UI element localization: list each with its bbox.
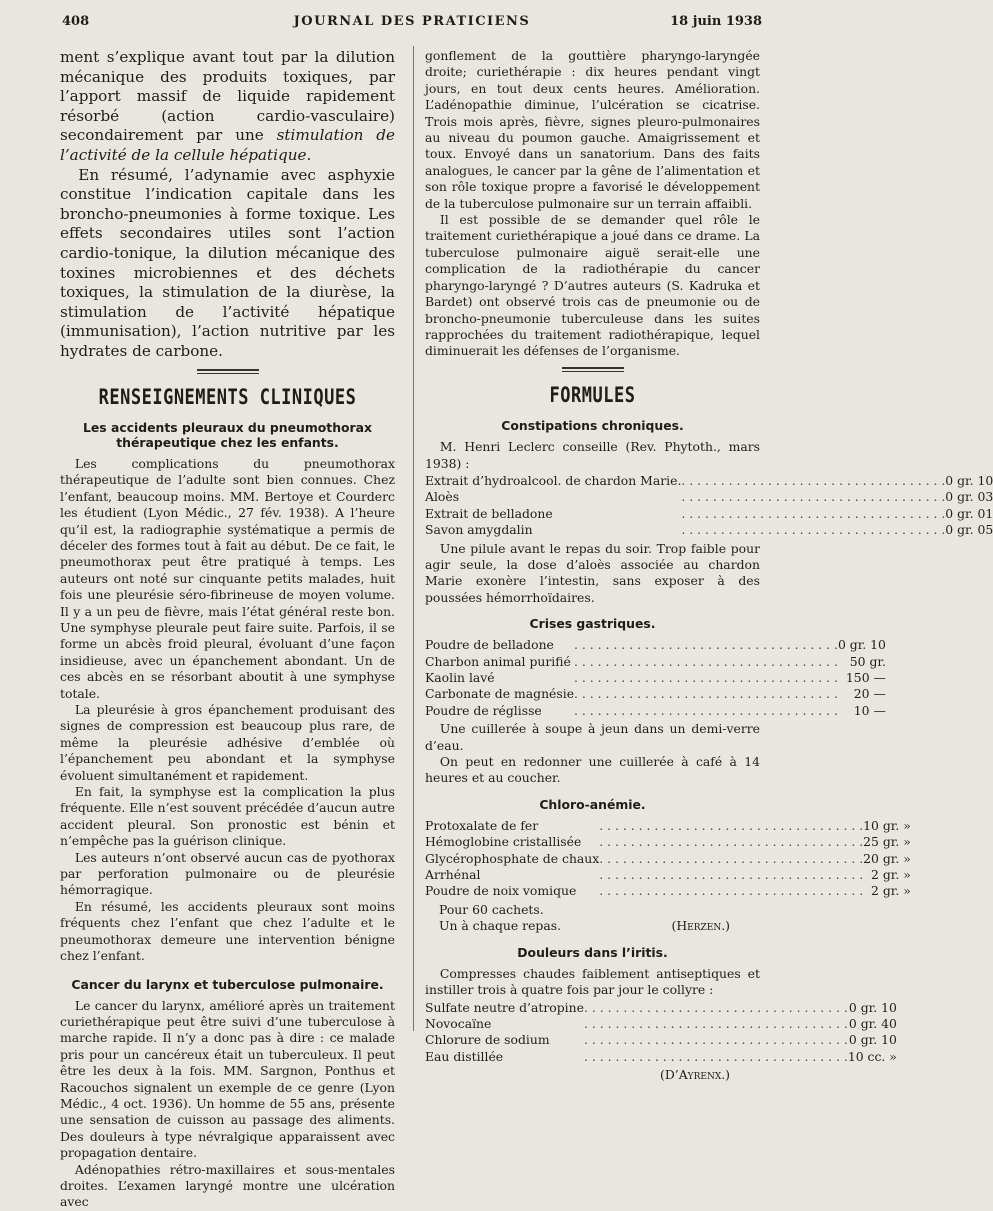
leader-dots: . . . . . . . . . . . . . . . . . . . . . . . . . . . . . . . . . .	[599, 883, 864, 899]
leader-dots: . . . . . . . . . . . . . . . . . . . . . . . . . . . . . . . . . .	[574, 653, 838, 669]
formula-note: On peut en redonner une cuillerée à café à 14 heures et au coucher.	[425, 754, 760, 786]
ingredient-dose: 0 gr. 03	[945, 489, 993, 505]
section-heading: FORMULES	[549, 383, 636, 409]
paragraph: Il est possible de se demander quel rôle le traitement curiethérapique a joué dans ce drame. La tuberculose pulmonaire aiguë serait-elle une complication de la radiothérapie du cancer pharyngo-laryngé ? D’autres auteurs (S. Kadruka et Bardet) ont observé trois cas de pneumonie ou de broncho-pneumonie tuberculeuse dans les suites rapprochées du traitement radiothérapique, lequel diminuerait les défenses de l’organisme.	[425, 212, 760, 359]
ingredient-name: Poudre de noix vomique	[425, 883, 577, 899]
page-number: 408	[62, 14, 90, 29]
leader-dots: . . . . . . . . . . . . . . . . . . . . . . . . . . . . . . . . . .	[574, 637, 838, 653]
formula-title: Chloro-anémie.	[539, 796, 646, 812]
ingredient-row	[425, 703, 886, 719]
separator-rule	[197, 369, 259, 374]
ingredient-row	[425, 1049, 897, 1065]
ingredient-dose: 0 gr. 01	[945, 505, 993, 521]
paragraph: Le cancer du larynx, amélioré après un traitement curiethérapique peut être suivi d’une tuberculose à marche rapide. Il n’y a donc pas à dire : ce malade pris pour un cancéreux était un tuberculeux. Il peut être les deux à la fois. MM. Sargnon, Ponthus et Racouchos signalent un exemple de ce genre (Lyon Médic., 4 oct. 1936). Un homme de 55 ans, présente une sensation de cuisson au passage des aliments. Des douleurs à type névralgique apparaissent avec propagation dentaire.	[60, 997, 395, 1161]
column-divider	[413, 46, 414, 1031]
paragraph: En fait, la symphyse est la complication la plus fréquente. Elle n’est souvent précédée d’aucun autre accident pleural. Son pronostic est bénin et n’empêche pas la guérison clinique.	[60, 784, 395, 849]
leader-dots: . . . . . . . . . . . . . . . . . . . . . . . . . . . . . . . . . .	[574, 702, 838, 718]
ingredient-name: Kaolin lavé	[425, 670, 495, 685]
leader-dots: . . . . . . . . . . . . . . . . . . . . . . . . . . . . . . . . . .	[681, 489, 946, 505]
leader-dots: . . . . . . . . . . . . . . . . . . . . . . . . . . . . . . . . . .	[599, 867, 864, 883]
ingredient-dose: 0 gr. 10	[848, 999, 897, 1015]
ingredient-dose: 10 cc. »	[847, 1048, 897, 1064]
ingredient-name: Protoxalate de fer	[425, 817, 539, 833]
formula-note: Une pilule avant le repas du soir. Trop faible pour agir seule, la dose d’aloès associée au chardon Marie exonère l’intestin, sans exposer à des poussées hémorrhoïdaires.	[425, 540, 760, 605]
ingredient-name: Extrait d’hydroalcool. de chardon Marie.	[425, 472, 682, 488]
paragraph: gonflement de la gouttière pharyngo-laryngée droite; curiethérapie : dix heures pendant vingt jours, en tout deux cents heures. Amélioration. L’adénopathie diminue, l’ulcération se cicatrise. Trois mois après, fièvre, signes pleuro-pulmonaires au niveau du poumon gauche. Amaigrissement et toux. Envoyé dans un sanatorium. Dans des faits analogues, le cancer par la gêne de l’alimentation et son rôle toxique propre a favorisé le développement de la tuberculose pulmonaire sur un terrain affaibli.	[425, 48, 760, 211]
ingredient-row	[425, 686, 886, 702]
formula-signature: (Herzen.)	[671, 918, 730, 934]
leader-dots: . . . . . . . . . . . . . . . . . . . . . . . . . . . . . . . . . .	[681, 522, 946, 538]
right-column	[425, 48, 993, 1084]
ingredient-dose: 0 gr. 10	[945, 472, 993, 488]
paragraph: Adénopathies rétro-maxillaires et sous-mentales droites. L’examen laryngé montre une ulcération avec	[60, 1161, 395, 1210]
leader-dots: . . . . . . . . . . . . . . . . . . . . . . . . . . . . . . . . . .	[583, 999, 848, 1015]
leader-dots: . . . . . . . . . . . . . . . . . . . . . . . . . . . . . . . . . .	[574, 686, 838, 702]
formula-note-text: Un à chaque repas.	[439, 918, 562, 934]
ingredient-row	[425, 473, 993, 489]
ingredient-row	[425, 834, 911, 850]
paragraph: En résumé, l’adynamie avec asphyxie constitue l’indication capitale dans les broncho-pneumonies à forme toxique. Les effets secondaires utiles sont l’action cardio-tonique, la dilution mécanique des toxines microbiennes et des déchets toxiques, la stimulation de la diurèse, la stimulation de l’activité hépatique (immunisation), l’action nutritive par les hydrates de carbone.	[60, 165, 395, 360]
ingredient-dose: 10 gr. »	[863, 817, 911, 833]
ingredient-dose: 0 gr. 40	[848, 1015, 897, 1031]
ingredient-name: Savon amygdalin	[425, 522, 533, 538]
ingredient-name: Charbon animal purifié	[425, 653, 571, 669]
ingredient-row	[425, 818, 911, 834]
ingredient-name: Novocaïne	[425, 1015, 492, 1031]
ingredient-dose: 20 gr. »	[863, 850, 911, 866]
ingredient-row	[425, 883, 911, 899]
ingredient-dose: 0 gr. 10	[837, 637, 886, 653]
ingredient-row	[425, 522, 993, 538]
leader-dots: . . . . . . . . . . . . . . . . . . . . . . . . . . . . . . . . . .	[599, 850, 864, 866]
formula-intro: M. Henri Leclerc conseille (Rev. Phytoth., mars 1938) :	[425, 439, 760, 471]
ingredient-row	[425, 489, 993, 505]
ingredient-name: Chlorure de sodium	[425, 1032, 550, 1048]
ingredient-name: Extrait de belladone	[425, 505, 553, 521]
ingredient-row	[425, 1000, 897, 1016]
leader-dots: . . . . . . . . . . . . . . . . . . . . . . . . . . . . . . . . . .	[583, 1048, 848, 1064]
formula-title: Constipations chroniques.	[501, 418, 684, 434]
ingredient-name: Aloès	[425, 489, 460, 505]
ingredient-dose: 150 —	[845, 670, 886, 685]
ingredient-name: Hémoglobine cristallisée	[425, 834, 582, 850]
ingredient-name: Eau distillée	[425, 1048, 504, 1064]
paragraph: Les complications du pneumothorax thérapeutique de l’adulte sont bien connues. Chez l’enfant, beaucoup moins. MM. Bertoye et Courderc les étudient (Lyon Médic., 27 fév. 1938). A l’heure qu’il est, la radiographie systématique a permis de déceler des formes tout à fait au début. De ce fait, le pneumothorax peut être pratiqué à temps. Les auteurs ont noté sur cinquante petits malades, huit fois une pleurésie séro-fibrineuse de moyen volume. Il y a un peu de fièvre, mais l’état général reste bon. Une symphyse pleurale peut faire suite. Parfois, il se forme un abcès froid pleural, évoluant d’une façon insidieuse, avec un épanchement abondant. Un de ces abcès en se résorbant aboutit à une symphyse totale.	[60, 455, 395, 701]
ingredient-name: Carbonate de magnésie	[425, 686, 575, 702]
formula-signature: (D’Ayrenx.)	[660, 1067, 730, 1083]
formula-table	[425, 637, 886, 719]
ingredient-row	[425, 867, 911, 883]
formula-note: Compresses chaudes faiblement antiseptiques et instiller trois à quatre fois par jour le collyre :	[425, 965, 760, 998]
formula-note	[425, 918, 760, 934]
ingredient-name: Glycérophosphate de chaux	[425, 850, 600, 866]
ingredient-row	[425, 1016, 897, 1032]
formula-table	[425, 818, 911, 900]
ingredient-name: Arrhénal	[425, 867, 481, 883]
formula-title: Crises gastriques.	[529, 616, 656, 632]
ingredient-dose: 25 gr. »	[863, 834, 911, 850]
separator-rule	[562, 367, 624, 372]
ingredient-row	[425, 670, 886, 686]
formula-table	[425, 473, 993, 539]
formula-title: Douleurs dans l’iritis.	[517, 944, 668, 960]
ingredient-dose: 2 gr. »	[871, 867, 911, 883]
leader-dots: . . . . . . . . . . . . . . . . . . . . . . . . . . . . . . . . . .	[583, 1015, 848, 1031]
ingredient-dose: 0 gr. 05	[945, 522, 993, 538]
paragraph: La pleurésie à gros épanchement produisant des signes de compression est beaucoup plus rare, de même la pleurésie adhésive d’emblée où l’épanchement peu abondant et la symphyse évoluent simultanément et rapidement.	[60, 702, 395, 783]
ingredient-name: Poudre de belladone	[425, 637, 554, 653]
leader-dots: . . . . . . . . . . . . . . . . . . . . . . . . . . . . . . . . . .	[599, 834, 864, 850]
leader-dots: . . . . . . . . . . . . . . . . . . . . . . . . . . . . . . . . . .	[599, 817, 864, 833]
paragraph: En résumé, les accidents pleuraux sont moins fréquents chez l’enfant que chez l’adulte et le pneumothorax demeure une intervention bénigne chez l’enfant.	[60, 898, 395, 964]
page-header	[62, 14, 762, 40]
formula-table	[425, 1000, 897, 1066]
issue-date: 18 juin 1938	[670, 14, 762, 29]
formula-note: Une cuillerée à soupe à jeun dans un demi-verre d’eau.	[425, 721, 760, 753]
ingredient-row	[425, 654, 886, 670]
leader-dots: . . . . . . . . . . . . . . . . . . . . . . . . . . . . . . . . . .	[583, 1032, 848, 1048]
ingredient-row	[425, 851, 911, 867]
ingredient-dose: 50 gr.	[849, 653, 886, 669]
leader-dots: . . . . . . . . . . . . . . . . . . . . . . . . . . . . . . . . . .	[681, 505, 946, 521]
continued-article	[60, 48, 395, 362]
ingredient-name: Poudre de réglisse	[425, 702, 542, 718]
formula-note: Pour 60 cachets.	[439, 901, 544, 917]
article-title: Les accidents pleuraux du pneumothorax thérapeutique chez les enfants.	[83, 419, 372, 450]
section-heading: RENSEIGNEMENTS CLINIQUES	[98, 384, 357, 410]
ingredient-dose: 10 —	[853, 702, 886, 718]
ingredient-dose: 2 gr. »	[871, 883, 911, 899]
journal-title: JOURNAL DES PRATICIENS	[293, 14, 531, 29]
leader-dots: . . . . . . . . . . . . . . . . . . . . . . . . . . . . . . . . . .	[574, 670, 838, 685]
article-title: Cancer du larynx et tuberculose pulmonaire.	[71, 976, 384, 992]
ingredient-dose: 0 gr. 10	[848, 1032, 897, 1048]
ingredient-dose: 20 —	[853, 686, 886, 702]
paragraph: ment s’explique avant tout par la dilution mécanique des produits toxiques, par l’apport massif de liquide rapidement résorbé (action cardio-vasculaire) secondairement par une stimulation de l’activité de la cellule hépatique.	[60, 48, 395, 164]
ingredient-name: Sulfate neutre d’atropine	[425, 999, 584, 1015]
leader-dots: . . . . . . . . . . . . . . . . . . . . . . . . . . . . . . . . . .	[681, 472, 946, 488]
paragraph: Les auteurs n’ont observé aucun cas de pyothorax par perforation pulmonaire ou de pleurésie hémorragique.	[60, 849, 395, 898]
ingredient-row	[425, 1032, 897, 1048]
ingredient-row	[425, 637, 886, 653]
ingredient-row	[425, 506, 993, 522]
left-column	[60, 48, 395, 1211]
